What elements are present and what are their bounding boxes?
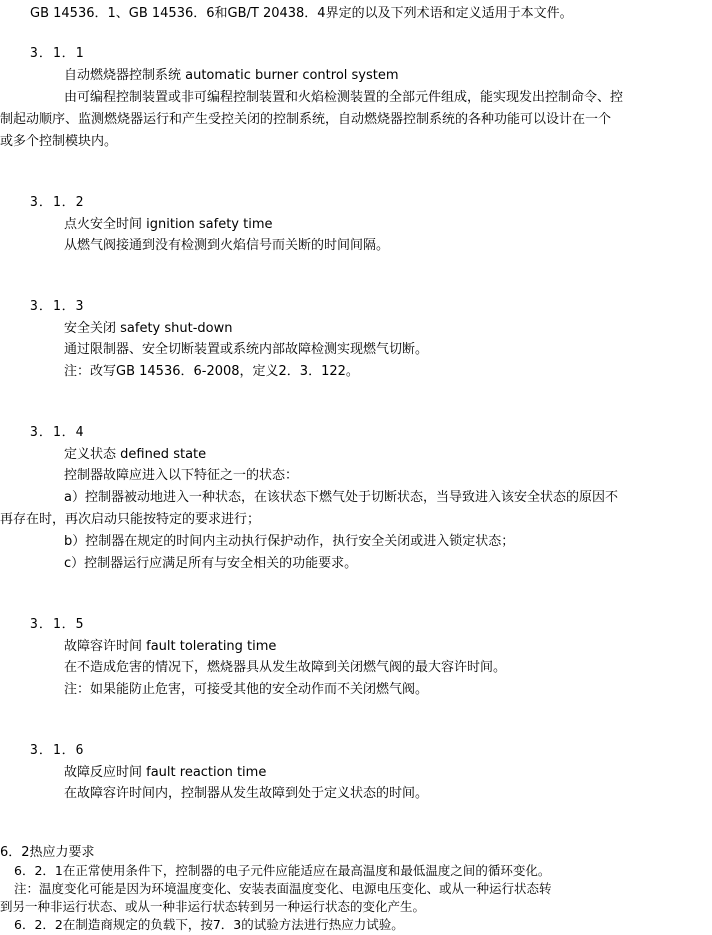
section-paragraph: 6．2．2在制造商规定的负载下，按7．3的试验方法进行热应力试验。 [14, 917, 404, 932]
term-title: 自动燃烧器控制系统 automatic burner control system [64, 68, 399, 83]
term-title: 故障容许时间 fault tolerating time [64, 639, 277, 654]
term-list-item: a）控制器被动地进入一种状态，在该状态下燃气处于切断状态，当导致进入该安全状态的原因不 [64, 490, 618, 505]
term-list-item: b）控制器在规定的时间内主动执行保护动作，执行安全关闭或进入锁定状态； [64, 534, 515, 549]
term-note: 注：如果能防止危害，可接受其他的安全动作而不关闭燃气阀。 [64, 682, 429, 697]
term-title: 安全关闭 safety shut-down [64, 321, 233, 336]
term-note: 注：改写GB 14536．6-2008，定义2．3．122。 [64, 364, 359, 379]
term-title: 定义状态 defined state [64, 447, 207, 462]
term-number: 3．1．6 [30, 743, 85, 758]
term-number: 3．1．2 [30, 195, 85, 210]
term-title: 故障反应时间 fault reaction time [64, 765, 267, 780]
term-number: 3．1．4 [30, 425, 85, 440]
section-heading: 6．2热应力要求 [0, 845, 95, 860]
term-number: 3．1．5 [30, 617, 85, 632]
term-definition: 控制器故障应进入以下特征之一的状态： [64, 468, 299, 483]
term-number: 3．1．1 [30, 46, 85, 61]
term-definition: 在故障容许时间内，控制器从发生故障到处于定义状态的时间。 [64, 786, 429, 801]
term-list-item: 再存在时，再次启动只能按特定的要求进行； [0, 512, 261, 527]
term-definition: 从燃气阀接通到没有检测到火焰信号而关断的时间间隔。 [64, 238, 390, 253]
term-title: 点火安全时间 ignition safety time [64, 217, 273, 232]
section-note: 到另一种非运行状态、或从一种非运行状态转到另一种运行状态的变化产生。 [0, 899, 426, 914]
term-definition: 制起动顺序、监测燃烧器运行和产生受控关闭的控制系统，自动燃烧器控制系统的各种功能可以设计在一个 [0, 112, 612, 127]
term-definition: 在不造成危害的情况下，燃烧器具从发生故障到关闭燃气阀的最大容许时间。 [64, 660, 507, 675]
section-note: 注：温度变化可能是因为环境温度变化、安装表面温度变化、电源电压变化、或从一种运行状态转 [14, 881, 552, 896]
term-definition: 由可编程控制装置或非可编程控制装置和火焰检测装置的全部元件组成，能实现发出控制命令、控 [64, 90, 624, 105]
intro-text: GB 14536．1、GB 14536．6和GB/T 20438．4界定的以及下列术语和定义适用于本文件。 [30, 6, 573, 21]
term-list-item: c）控制器运行应满足所有与安全相关的功能要求。 [64, 556, 358, 571]
term-definition: 或多个控制模块内。 [0, 134, 118, 149]
term-number: 3．1．3 [30, 299, 85, 314]
term-definition: 通过限制器、安全切断装置或系统内部故障检测实现燃气切断。 [64, 342, 429, 357]
section-paragraph: 6．2．1在正常使用条件下，控制器的电子元件应能适应在最高温度和最低温度之间的循环变化。 [14, 863, 551, 878]
